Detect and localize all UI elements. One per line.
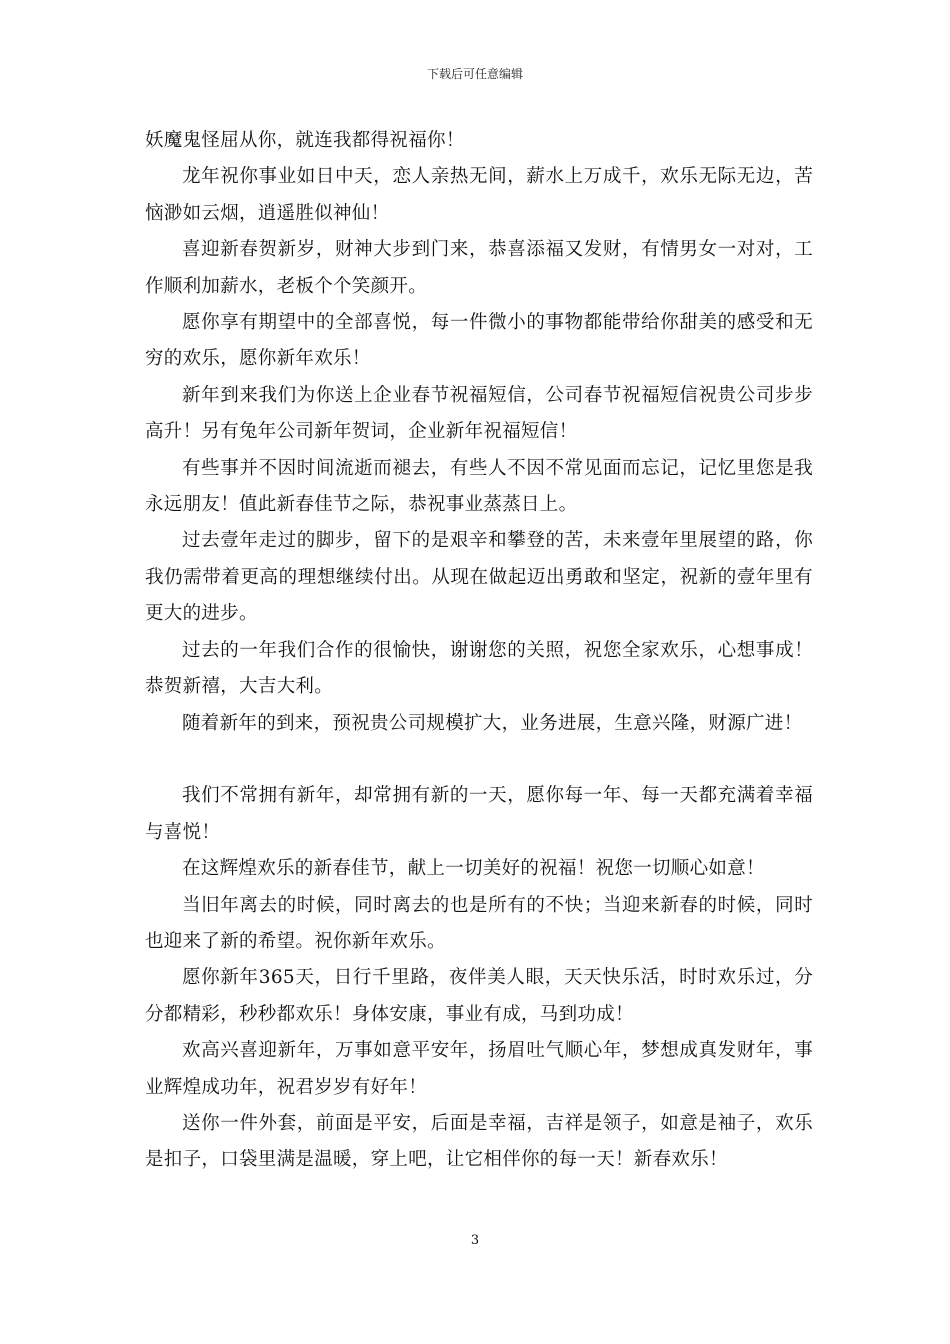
paragraph: 喜迎新春贺新岁，财神大步到门来，恭喜添福又发财，有情男女一对对，工作顺利加薪水，老板个个笑颜开。 — [145, 239, 813, 297]
blank-line — [145, 742, 813, 778]
paragraph: 当旧年离去的时候，同时离去的也是所有的不快；当迎来新春的时候，同时也迎来了新的希望。祝你新年欢乐。 — [145, 894, 813, 952]
page-number: 3 — [470, 1233, 480, 1248]
paragraph: 过去壹年走过的脚步，留下的是艰辛和攀登的苦，未来壹年里展望的路，你我仍需带着更高的理想继续付出。从现在做起迈出勇敢和坚定，祝新的壹年里有更大的进步。 — [145, 530, 813, 625]
paragraph: 送你一件外套，前面是平安，后面是幸福，吉祥是领子，如意是袖子，欢乐是扣子，口袋里满是温暖，穿上吧，让它相伴你的每一天！新春欢乐！ — [145, 1112, 813, 1171]
paragraph-continuation: 妖魔鬼怪屈从你，就连我都得祝福你！ — [145, 130, 465, 151]
paragraph: 我们不常拥有新年，却常拥有新的一天，愿你每一年、每一天都充满着幸福与喜悦！ — [145, 785, 813, 843]
paragraph: 龙年祝你事业如日中天，恋人亲热无间，薪水上万成千，欢乐无际无边，苦恼渺如云烟，逍遥胜似神仙！ — [145, 166, 813, 224]
paragraph: 随着新年的到来，预祝贵公司规模扩大，业务进展，生意兴隆，财源广进！ — [182, 712, 803, 734]
paragraph: 过去的一年我们合作的很愉快，谢谢您的关照，祝您全家欢乐，心想事成！恭贺新禧，大吉大利。 — [145, 639, 813, 698]
paragraph: 愿你享有期望中的全部喜悦，每一件微小的事物都能带给你甜美的感受和无穷的欢乐，愿你新年欢乐！ — [145, 312, 813, 370]
document-body — [145, 123, 813, 1179]
paragraph: 愿你新年365天，日行千里路，夜伴美人眼，天天快乐活，时时欢乐过，分分都精彩，秒秒都欢乐！身体安康，事业有成，马到功成！ — [145, 967, 813, 1025]
paragraph: 在这辉煌欢乐的新春佳节，献上一切美好的祝福！祝您一切顺心如意！ — [182, 858, 765, 880]
paragraph: 有些事并不因时间流逝而褪去，有些人不因不常见面而忘记，记忆里您是我永远朋友！值此新春佳节之际，恭祝事业蒸蒸日上。 — [145, 457, 813, 516]
paragraph: 新年到来我们为你送上企业春节祝福短信，公司春节祝福短信祝贵公司步步高升！另有兔年公司新年贺词，企业新年祝福短信！ — [145, 384, 813, 443]
page-header: 下载后可任意编辑 — [426, 67, 523, 81]
paragraph: 欢高兴喜迎新年，万事如意平安年，扬眉吐气顺心年，梦想成真发财年，事业辉煌成功年，祝君岁岁有好年！ — [145, 1040, 813, 1098]
